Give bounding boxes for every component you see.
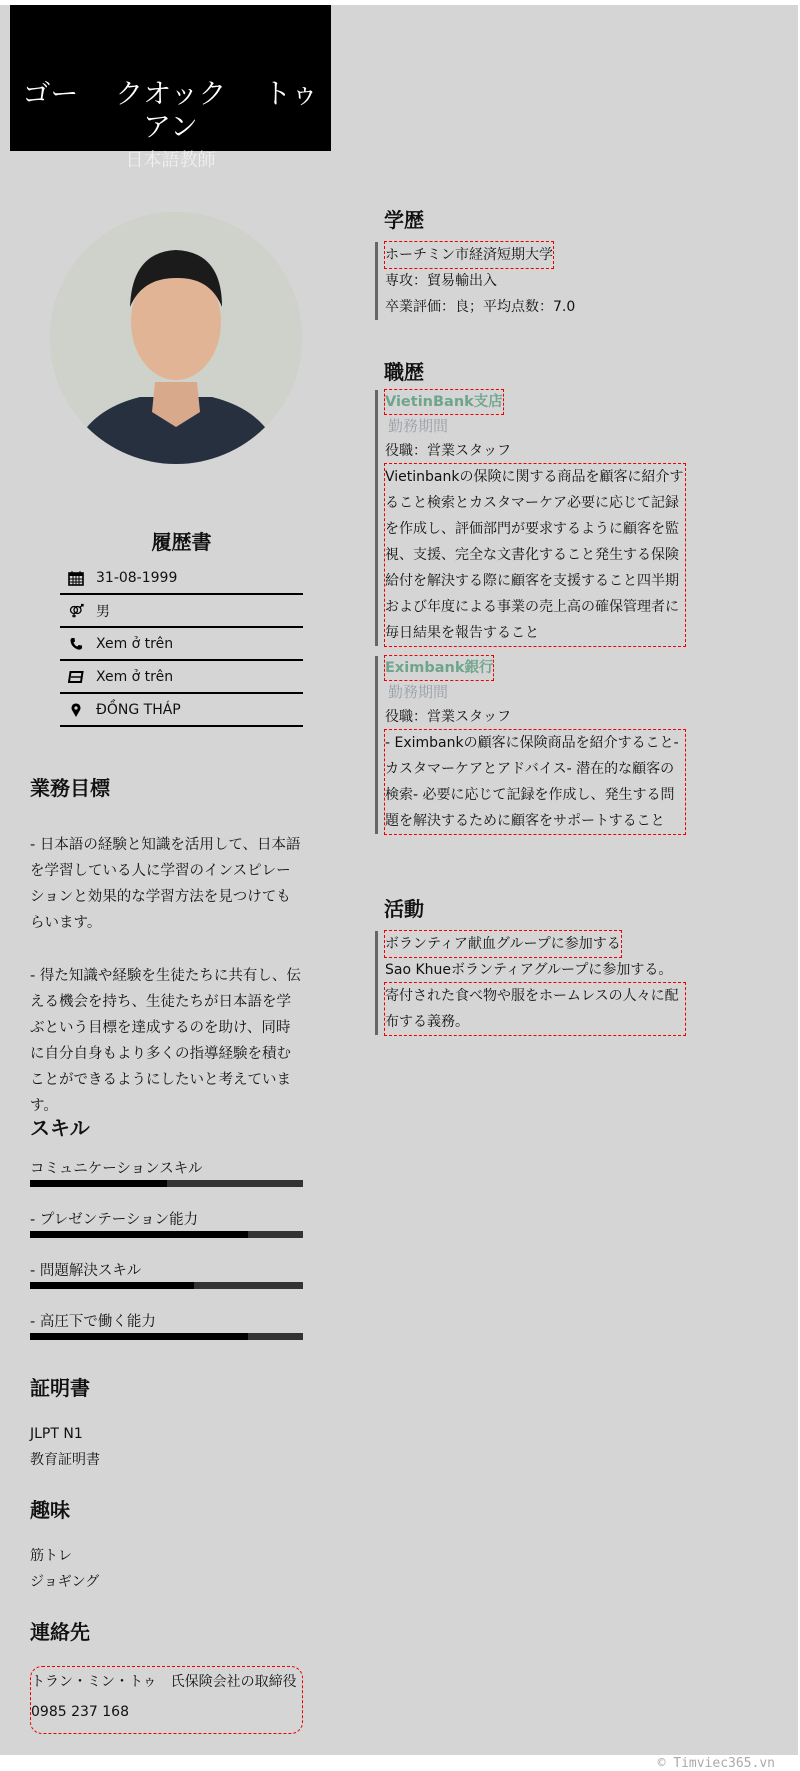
email-icon — [68, 669, 84, 685]
info-row-email — [60, 661, 303, 694]
phone: Xem ở trên — [96, 635, 174, 652]
candidate-name: ゴー クオック トゥアン — [22, 77, 319, 143]
activity-duty: 寄付された食べ物や服をホームレスの人々に配布する義務。 — [385, 983, 685, 1035]
hobby-item: ジョギング — [30, 1574, 100, 1590]
job-period: 勤務期間 — [388, 683, 449, 701]
experience-heading: 職歴 — [384, 360, 424, 384]
skills-heading: スキル — [30, 1116, 90, 1140]
activities-heading: 活動 — [384, 897, 424, 921]
job-period: 勤務期間 — [388, 417, 449, 435]
skill-label: - 問題解決スキル — [30, 1263, 142, 1279]
skill-label: - プレゼンテーション能力 — [30, 1212, 199, 1228]
info-row-phone — [60, 628, 303, 661]
info-row-address — [60, 694, 303, 727]
reference-phone: 0985 237 168 — [31, 1704, 129, 1720]
job-description: Vietinbankの保険に関する商品を顧客に紹介すること検索とカスタマーケア必要に応じて記録を作成し、評価部門が要求するように顧客を監視、支援、完全な文書化すること発生する保険給付を解決する際に顧客を支援すること四半期および年度による事業の売上高の確保管理者に毎日結果を報告すること — [385, 464, 685, 646]
avatar — [50, 212, 302, 464]
job-entry — [375, 390, 685, 646]
birthdate: 31-08-1999 — [96, 569, 178, 586]
reference-box — [30, 1666, 303, 1734]
skill-bar — [30, 1282, 303, 1289]
info-row-gender — [60, 595, 303, 628]
info-row-birthdate — [60, 562, 303, 595]
calendar-icon — [68, 570, 84, 586]
job-description: - Eximbankの顧客に保険商品を紹介すること- カスタマーケアとアドバイス- 潜在的な顧客の検索- 必要に応じて記録を作成し、発生する問題を解決するために顧客をサポートすること — [385, 730, 685, 834]
skill-bar-fill — [30, 1333, 248, 1340]
cv-title: 履歴書 — [151, 530, 212, 554]
footer-copyright: © Timviec365.vn — [657, 1756, 775, 1771]
reference-name: トラン・ミン・トゥ 氏保険会社の取締役 — [31, 1674, 297, 1690]
education-major: 専攻：貿易輸出入 — [385, 273, 497, 289]
certificate-item: 教育証明書 — [30, 1452, 100, 1468]
name-header — [10, 5, 331, 151]
activity-block — [375, 931, 685, 1035]
personal-info-list — [60, 562, 303, 727]
certificates-heading: 証明書 — [30, 1376, 90, 1400]
hobbies-heading: 趣味 — [30, 1498, 70, 1522]
references-heading: 連絡先 — [30, 1620, 90, 1644]
certificate-item: JLPT N1 — [30, 1426, 83, 1442]
phone-icon — [68, 636, 84, 652]
objective-heading: 業務目標 — [30, 776, 110, 800]
job-entry — [375, 656, 685, 834]
email: Xem ở trên — [96, 668, 174, 685]
objective-paragraph-2: - 得た知識や経験を生徒たちに共有し、伝える機会を持ち、生徒たちが日本語を学ぶという目標を達成するのを助け、同時に自分自身もより多くの指導経験を積むことができるようにしたいと考えています。 — [30, 968, 301, 1114]
address: ĐỒNG THÁP — [96, 701, 181, 718]
objective-paragraph-1: - 日本語の経験と知識を活用して、日本語を学習している人に学習のインスピレーションと効果的な学習方法を見つけてもらいます。 — [30, 837, 301, 931]
activity-title: ボランティア献血グループに参加する — [385, 931, 621, 957]
gender: 男 — [96, 603, 110, 620]
skill-bar-fill — [30, 1231, 248, 1238]
skill-bar — [30, 1180, 303, 1187]
job-title: 日本語教師 — [125, 150, 216, 171]
skills-list — [30, 1144, 303, 1340]
skill-bar-fill — [30, 1282, 194, 1289]
activity-detail: Sao Khueボランティアグループに参加する。 — [385, 962, 673, 978]
job-company: Eximbank銀行 — [385, 656, 493, 680]
education-heading: 学歴 — [384, 208, 424, 232]
skill-bar — [30, 1333, 303, 1340]
job-company: VietinBank支店 — [385, 390, 503, 414]
location-icon — [68, 702, 84, 718]
education-grade: 卒業評価：良；平均点数：7.0 — [385, 299, 576, 315]
job-position: 役職：営業スタッフ — [385, 443, 511, 459]
skill-bar-fill — [30, 1180, 167, 1187]
gender-icon — [68, 603, 84, 619]
skill-label: コミュニケーションスキル — [30, 1161, 203, 1177]
skill-label: - 高圧下で働く能力 — [30, 1314, 156, 1330]
hobby-item: 筋トレ — [30, 1548, 72, 1564]
skill-bar — [30, 1231, 303, 1238]
education-block — [375, 242, 685, 320]
school-name: ホーチミン市経済短期大学 — [385, 242, 553, 268]
job-position: 役職：営業スタッフ — [385, 709, 511, 725]
